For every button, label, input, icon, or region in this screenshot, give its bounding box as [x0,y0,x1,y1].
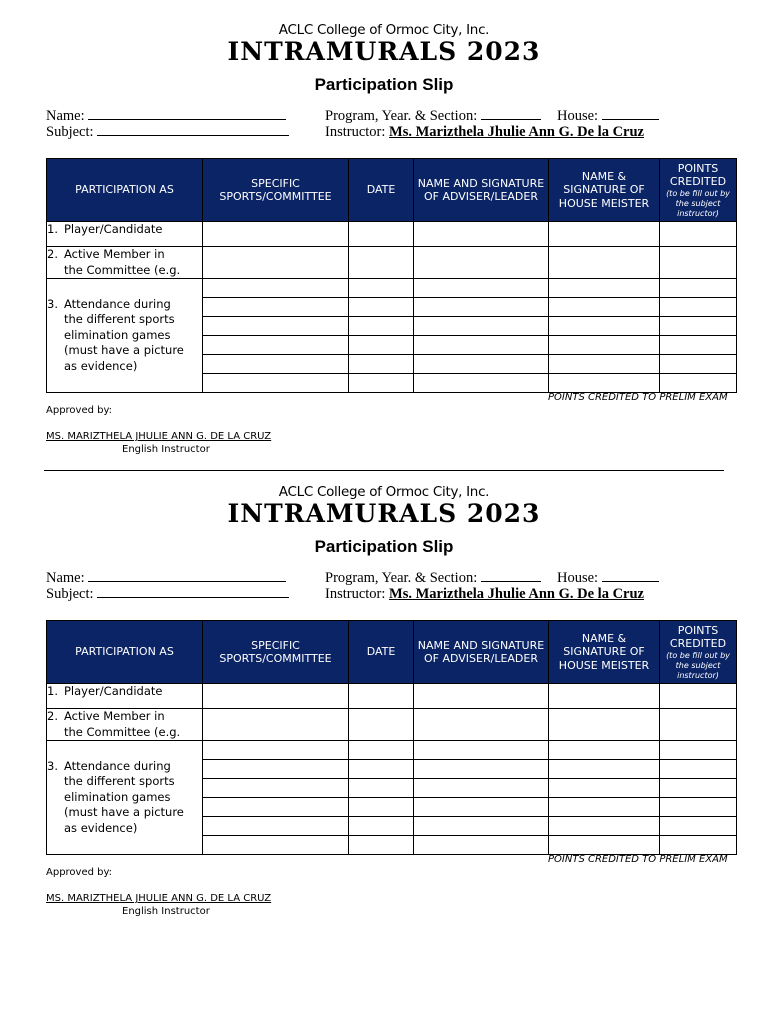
header-adviser: NAME AND SIGNATURE OF ADVISER/LEADER [414,621,549,684]
cell-blank[interactable] [349,798,414,817]
item-number: 3. [47,296,58,311]
cell-blank[interactable] [203,709,349,741]
cell-blank[interactable] [414,355,549,374]
item-text: elimination games [64,789,171,804]
house-field[interactable] [557,108,659,125]
table-row [47,279,737,298]
instructor-label: Instructor: [325,124,386,140]
house-blank-line[interactable] [602,570,659,582]
points-credited-note: POINTS CREDITED TO PRELIM EXAM [548,854,728,865]
school-name: ACLC College of Ormoc City, Inc. [278,484,490,500]
cell-blank[interactable] [414,779,549,798]
cell-blank[interactable] [349,279,414,298]
cell-blank[interactable] [203,355,349,374]
cell-blank[interactable] [203,247,349,279]
cell-blank[interactable] [549,817,660,836]
program-label: Program, Year. & Section: [325,108,478,124]
cell-blank[interactable] [549,279,660,298]
instructor-name: Ms. Marizthela Jhulie Ann G. De la Cruz [389,124,644,140]
subject-blank-line[interactable] [97,586,289,598]
cell-blank[interactable] [549,247,660,279]
cell-blank[interactable] [660,741,737,760]
item-text: as evidence) [64,820,138,835]
header-date: DATE [349,621,414,684]
table-row [47,684,737,709]
cell-blank[interactable] [660,779,737,798]
header-adviser: NAME AND SIGNATURE OF ADVISER/LEADER [414,159,549,222]
house-field[interactable] [557,570,659,587]
item-number: 2. [47,709,58,723]
cell-blank[interactable] [349,317,414,336]
header-points-credited [660,621,737,684]
cell-blank[interactable] [660,279,737,298]
participation-slip [0,0,768,462]
cell-blank[interactable] [203,298,349,317]
item-number: 1. [47,222,58,236]
program-blank-line[interactable] [481,570,541,582]
cell-blank[interactable] [203,222,349,247]
instructor-name: Ms. Marizthela Jhulie Ann G. De la Cruz [389,586,644,602]
cell-blank[interactable] [549,374,660,393]
points-credited-note: POINTS CREDITED TO PRELIM EXAM [548,392,728,403]
slip-title: Participation Slip [314,537,454,556]
cell-blank[interactable] [549,684,660,709]
cell-blank[interactable] [349,760,414,779]
cell-blank[interactable] [414,798,549,817]
row-label-player [47,222,203,247]
participation-table [46,158,737,393]
cell-blank[interactable] [349,336,414,355]
header-participation-as: PARTICIPATION AS [47,621,203,684]
item-number: 2. [47,247,58,261]
cell-blank[interactable] [549,336,660,355]
cell-blank[interactable] [414,760,549,779]
participation-slip [0,462,768,924]
header-date: DATE [349,159,414,222]
cell-blank[interactable] [203,741,349,760]
cell-blank[interactable] [660,760,737,779]
item-text: Player/Candidate [64,684,163,698]
cell-blank[interactable] [414,317,549,336]
name-field[interactable] [46,570,286,587]
cell-blank[interactable] [203,798,349,817]
row-label-committee [47,709,203,741]
item-text: the different sports [64,312,175,327]
item-text: (must have a picture [64,343,184,358]
row-label-attendance [47,279,203,393]
house-label: House: [557,108,599,124]
cell-blank[interactable] [414,298,549,317]
subject-field[interactable] [46,124,289,141]
cell-blank[interactable] [203,279,349,298]
cell-blank[interactable] [349,779,414,798]
cell-blank[interactable] [660,336,737,355]
cell-blank[interactable] [660,222,737,247]
cell-blank[interactable] [549,760,660,779]
item-text: the Committee (e.g. [64,724,181,739]
approver-name: MS. MARIZTHELA JHULIE ANN G. DE LA CRUZ [46,893,272,904]
cell-blank[interactable] [349,298,414,317]
cell-blank[interactable] [660,374,737,393]
cell-blank[interactable] [660,355,737,374]
cell-blank[interactable] [660,684,737,709]
cell-blank[interactable] [414,741,549,760]
name-blank-line[interactable] [88,570,286,582]
name-label: Name: [46,108,85,124]
cell-blank[interactable] [414,279,549,298]
house-blank-line[interactable] [602,108,659,120]
cell-blank[interactable] [349,355,414,374]
name-blank-line[interactable] [88,108,286,120]
table-row [47,709,737,741]
table-row [47,247,737,279]
slip-title: Participation Slip [314,75,454,94]
cell-blank[interactable] [660,317,737,336]
program-field[interactable] [325,570,541,587]
cell-blank[interactable] [660,836,737,855]
cell-blank[interactable] [414,817,549,836]
cell-blank[interactable] [549,355,660,374]
approved-by-label: Approved by: [46,867,113,878]
cell-blank[interactable] [203,779,349,798]
cell-blank[interactable] [549,298,660,317]
row-label-attendance [47,741,203,855]
item-text: (must have a picture [64,805,184,820]
cell-blank[interactable] [549,709,660,741]
header-house-meister: NAME & SIGNATURE OF HOUSE MEISTER [549,621,660,684]
item-text: Attendance during [64,758,171,773]
cell-blank[interactable] [349,836,414,855]
program-blank-line[interactable] [481,108,541,120]
cell-blank[interactable] [414,247,549,279]
item-text: the different sports [64,774,175,789]
participation-table [46,620,737,855]
name-field[interactable] [46,108,286,125]
cell-blank[interactable] [349,374,414,393]
event-title: INTRAMURALS 2023 [227,37,541,66]
cell-blank[interactable] [203,836,349,855]
approved-by-label: Approved by: [46,405,113,416]
item-number: 1. [47,684,58,698]
item-text: Player/Candidate [64,222,163,236]
header-points-label: POINTS CREDITED [669,623,727,650]
item-number: 3. [47,758,58,773]
cell-blank[interactable] [660,298,737,317]
item-text: Active Member in [64,709,165,723]
row-label-committee [47,247,203,279]
cell-blank[interactable] [414,336,549,355]
cell-blank[interactable] [414,836,549,855]
cell-blank[interactable] [349,247,414,279]
name-label: Name: [46,570,85,586]
program-label: Program, Year. & Section: [325,570,478,586]
table-row [47,222,737,247]
cell-blank[interactable] [203,684,349,709]
item-text: Attendance during [64,296,171,311]
subject-blank-line[interactable] [97,124,289,136]
header-house-meister: NAME & SIGNATURE OF HOUSE MEISTER [549,159,660,222]
item-text: Active Member in [64,247,165,261]
cell-blank[interactable] [414,684,549,709]
cell-blank[interactable] [549,836,660,855]
cell-blank[interactable] [549,741,660,760]
program-field[interactable] [325,108,541,125]
approver-role: English Instructor [122,906,210,917]
cell-blank[interactable] [660,798,737,817]
cell-blank[interactable] [349,709,414,741]
cell-blank[interactable] [203,817,349,836]
subject-label: Subject: [46,124,94,140]
cell-blank[interactable] [203,336,349,355]
instructor-label: Instructor: [325,586,386,602]
cell-blank[interactable] [414,222,549,247]
cell-blank[interactable] [549,779,660,798]
subject-label: Subject: [46,586,94,602]
header-specific-sports: SPECIFIC SPORTS/COMMITTEE [203,621,349,684]
cell-blank[interactable] [203,317,349,336]
row-label-player [47,684,203,709]
cell-blank[interactable] [660,817,737,836]
table-row [47,741,737,760]
instructor-field [325,586,644,603]
event-title: INTRAMURALS 2023 [227,499,541,528]
header-points-credited [660,159,737,222]
header-points-label: POINTS CREDITED [669,161,727,188]
approver-name: MS. MARIZTHELA JHULIE ANN G. DE LA CRUZ [46,431,272,442]
item-text: elimination games [64,327,171,342]
school-name: ACLC College of Ormoc City, Inc. [278,22,490,38]
cell-blank[interactable] [349,684,414,709]
cell-blank[interactable] [203,374,349,393]
cell-blank[interactable] [549,317,660,336]
house-label: House: [557,570,599,586]
header-points-note: (to be fill out by the subject instructor) [666,650,730,680]
cell-blank[interactable] [349,222,414,247]
cell-blank[interactable] [414,709,549,741]
cell-blank[interactable] [203,760,349,779]
cell-blank[interactable] [549,798,660,817]
cell-blank[interactable] [549,222,660,247]
header-points-note: (to be fill out by the subject instructor) [666,188,730,218]
approver-role: English Instructor [122,444,210,455]
header-specific-sports: SPECIFIC SPORTS/COMMITTEE [203,159,349,222]
instructor-field [325,124,644,141]
cell-blank[interactable] [349,817,414,836]
cell-blank[interactable] [414,374,549,393]
cell-blank[interactable] [660,709,737,741]
cell-blank[interactable] [660,247,737,279]
subject-field[interactable] [46,586,289,603]
header-participation-as: PARTICIPATION AS [47,159,203,222]
cell-blank[interactable] [349,741,414,760]
item-text: the Committee (e.g. [64,262,181,277]
item-text: as evidence) [64,358,138,373]
